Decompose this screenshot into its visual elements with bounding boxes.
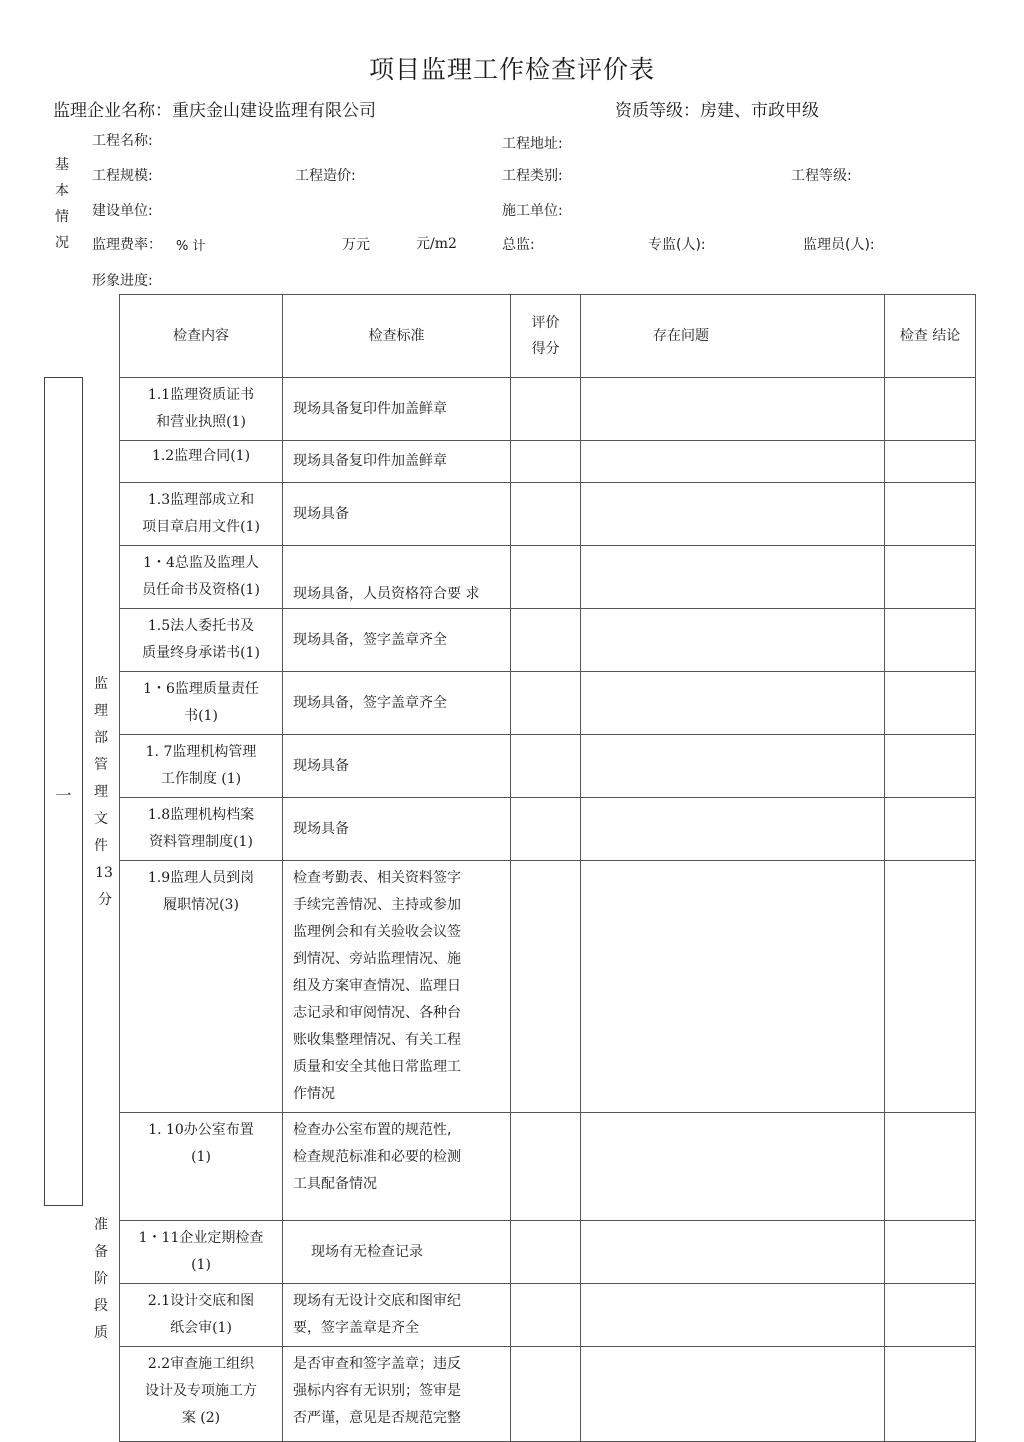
company-name: 监理企业名称：重庆金山建设监理有限公司 bbox=[53, 101, 376, 121]
section-one-vertical-3: 部 bbox=[94, 730, 108, 746]
row-item bbox=[120, 483, 283, 546]
row-item bbox=[120, 735, 283, 798]
table-row bbox=[120, 861, 976, 1113]
table-row bbox=[120, 798, 976, 861]
row-item-line: 1.9监理人员到岗 bbox=[147, 870, 255, 886]
row-score-cell[interactable] bbox=[511, 441, 581, 483]
supervisor-staff-label: 监理员(人): bbox=[803, 237, 875, 253]
row-conclusion-cell[interactable] bbox=[885, 735, 976, 798]
row-issues-cell[interactable] bbox=[581, 441, 885, 483]
row-item-line: 1・6监理质量责任 bbox=[143, 681, 259, 697]
row-issues-cell[interactable] bbox=[581, 861, 885, 1113]
row-issues-cell[interactable] bbox=[581, 609, 885, 672]
construction-unit-label: 建设单位: bbox=[92, 203, 153, 219]
table-row bbox=[120, 1347, 976, 1442]
row-conclusion-cell[interactable] bbox=[885, 483, 976, 546]
project-name-label: 工程名称: bbox=[92, 133, 153, 149]
row-item bbox=[120, 861, 283, 1113]
row-issues-cell[interactable] bbox=[581, 546, 885, 609]
table-row bbox=[120, 672, 976, 735]
row-standard bbox=[283, 546, 511, 609]
row-conclusion-cell[interactable] bbox=[885, 798, 976, 861]
fee-unit-per-m2: 元/m2 bbox=[416, 236, 457, 252]
section-two-vertical-1: 准 bbox=[94, 1217, 108, 1233]
row-standard-line: 强标内容有无识别；签审是 bbox=[293, 1383, 461, 1399]
row-standard bbox=[283, 441, 511, 483]
section-one-vertical-7: 件 bbox=[94, 838, 108, 854]
row-item-line: 质量终身承诺书(1) bbox=[142, 645, 260, 661]
row-issues-cell[interactable] bbox=[581, 1347, 885, 1442]
row-standard-line: 志记录和审阅情况、各种台 bbox=[293, 1005, 461, 1021]
section-two-vertical-2: 备 bbox=[94, 1244, 108, 1260]
section-one-vertical-5: 理 bbox=[94, 784, 108, 800]
project-grade-label: 工程等级: bbox=[791, 168, 852, 184]
row-item bbox=[120, 546, 283, 609]
row-score-cell[interactable] bbox=[511, 1347, 581, 1442]
row-standard-line: 现场有无设计交底和图审纪 bbox=[293, 1293, 461, 1309]
header-check-standard: 检查标准 bbox=[283, 295, 511, 378]
row-standard-line: 检查规范标准和必要的检测 bbox=[293, 1149, 461, 1165]
row-item-line: 和营业执照(1) bbox=[156, 414, 246, 430]
row-score-cell[interactable] bbox=[511, 378, 581, 441]
qualification-grade: 资质等级：房建、市政甲级 bbox=[615, 101, 819, 121]
row-item-line: 1.1监理资质证书 bbox=[147, 387, 255, 403]
row-item-line: (1) bbox=[191, 1257, 211, 1273]
row-standard bbox=[283, 483, 511, 546]
row-standard bbox=[283, 1284, 511, 1347]
header-score-line-2: 得分 bbox=[531, 341, 560, 357]
fee-unit-wan: 万元 bbox=[342, 237, 370, 253]
row-standard-line: 现场具备，签字盖章齐全 bbox=[293, 631, 447, 648]
row-standard-line: 现场具备复印件加盖鲜章 bbox=[293, 400, 447, 417]
row-item-line: 设计及专项施工方 bbox=[145, 1383, 257, 1399]
project-address-label: 工程地址: bbox=[502, 136, 563, 152]
row-conclusion-cell[interactable] bbox=[885, 441, 976, 483]
row-standard-line: 组及方案审查情况、监理日 bbox=[293, 978, 461, 994]
row-conclusion-cell[interactable] bbox=[885, 1347, 976, 1442]
section-one-box bbox=[44, 377, 83, 1206]
row-score-cell[interactable] bbox=[511, 609, 581, 672]
row-item-line: 资料管理制度(1) bbox=[149, 834, 253, 850]
row-standard-line: 质量和安全其他日常监理工 bbox=[293, 1059, 461, 1075]
row-item-line: (1) bbox=[191, 1149, 211, 1165]
table-row bbox=[120, 1221, 976, 1284]
row-item bbox=[120, 378, 283, 441]
row-issues-cell[interactable] bbox=[581, 378, 885, 441]
row-item-line: 1.5法人委托书及 bbox=[147, 618, 255, 634]
basic-info-label-4: 况 bbox=[55, 235, 69, 251]
row-item bbox=[120, 1113, 283, 1221]
table-row bbox=[120, 735, 976, 798]
chief-supervisor-label: 总监: bbox=[502, 237, 535, 253]
row-standard bbox=[283, 672, 511, 735]
table-row bbox=[120, 1113, 976, 1221]
table-header-row bbox=[120, 295, 976, 378]
row-conclusion-cell[interactable] bbox=[885, 861, 976, 1113]
row-item bbox=[120, 1221, 283, 1284]
row-standard-line: 监理例会和有关验收会议签 bbox=[293, 924, 461, 940]
row-standard bbox=[283, 378, 511, 441]
section-one-vertical-9: 分 bbox=[98, 892, 112, 908]
row-item-line: 纸会审(1) bbox=[170, 1320, 232, 1336]
row-item-line: 1.3监理部成立和 bbox=[147, 492, 255, 508]
row-conclusion-cell[interactable] bbox=[885, 378, 976, 441]
row-score-cell[interactable] bbox=[511, 1221, 581, 1284]
section-two-vertical-4: 段 bbox=[94, 1298, 108, 1314]
row-issues-cell[interactable] bbox=[581, 672, 885, 735]
header-score bbox=[511, 295, 581, 378]
progress-label: 形象进度: bbox=[92, 273, 153, 289]
row-standard-line: 到情况、旁站监理情况、施 bbox=[293, 951, 461, 967]
row-standard-line: 工具配备情况 bbox=[293, 1176, 377, 1192]
row-standard-line: 否严谨，意见是否规范完整 bbox=[293, 1410, 461, 1426]
row-conclusion-cell[interactable] bbox=[885, 609, 976, 672]
section-one-label: 一 bbox=[55, 786, 72, 805]
row-item-line: 履职情况(3) bbox=[163, 897, 239, 913]
basic-info-label-1: 基 bbox=[55, 157, 69, 173]
row-score-cell[interactable] bbox=[511, 546, 581, 609]
row-item bbox=[120, 1347, 283, 1442]
row-score-cell[interactable] bbox=[511, 483, 581, 546]
row-item bbox=[120, 609, 283, 672]
table-row bbox=[120, 441, 976, 483]
table-row bbox=[120, 483, 976, 546]
project-type-label: 工程类别: bbox=[502, 168, 563, 184]
row-issues-cell[interactable] bbox=[581, 735, 885, 798]
row-score-cell[interactable] bbox=[511, 1284, 581, 1347]
row-score-cell[interactable] bbox=[511, 1113, 581, 1221]
row-score-cell[interactable] bbox=[511, 861, 581, 1113]
section-two-vertical-5: 质 bbox=[94, 1325, 108, 1341]
evaluation-table bbox=[119, 294, 976, 1442]
row-issues-cell[interactable] bbox=[581, 483, 885, 546]
row-conclusion-cell[interactable] bbox=[885, 546, 976, 609]
row-item bbox=[120, 798, 283, 861]
row-item-line: 1.2监理合同(1) bbox=[151, 448, 251, 464]
row-standard-line: 现场具备 bbox=[293, 505, 349, 522]
row-item bbox=[120, 672, 283, 735]
row-standard bbox=[283, 1113, 511, 1221]
row-standard bbox=[283, 609, 511, 672]
header-issues: 存在问题 bbox=[581, 295, 885, 378]
row-standard-line: 现场具备复印件加盖鲜章 bbox=[293, 453, 447, 469]
basic-info-label-3: 情 bbox=[55, 209, 69, 225]
row-standard bbox=[283, 798, 511, 861]
row-standard-line: 现场有无检查记录 bbox=[311, 1243, 423, 1260]
row-standard-line: 账收集整理情况、有关工程 bbox=[293, 1032, 461, 1048]
row-item-line: 2.2审查施工组织 bbox=[147, 1356, 255, 1372]
row-standard-line: 现场具备，签字盖章齐全 bbox=[293, 694, 447, 711]
row-item-line: 员任命书及资格(1) bbox=[142, 582, 260, 598]
row-standard-line: 现场具备 bbox=[293, 820, 349, 837]
row-item-line: 项目章启用文件(1) bbox=[142, 519, 260, 535]
project-cost-label: 工程造价: bbox=[295, 168, 356, 184]
table-row bbox=[120, 1284, 976, 1347]
row-standard-line: 作情况 bbox=[293, 1086, 335, 1102]
table-row bbox=[120, 378, 976, 441]
row-issues-cell[interactable] bbox=[581, 1113, 885, 1221]
row-item-line: 1・4总监及监理人 bbox=[143, 555, 259, 571]
row-item bbox=[120, 1284, 283, 1347]
row-standard bbox=[283, 1221, 511, 1284]
basic-info-label-2: 本 bbox=[55, 183, 69, 199]
row-item-line: 1. 10办公室布置 bbox=[148, 1122, 254, 1138]
row-conclusion-cell[interactable] bbox=[885, 1113, 976, 1221]
row-item-line: 1・11企业定期检查 bbox=[138, 1230, 264, 1246]
row-item-line: 1. 7监理机构管理 bbox=[145, 744, 257, 760]
fee-unit-percent: % 计 bbox=[176, 239, 206, 254]
row-score-cell[interactable] bbox=[511, 672, 581, 735]
row-item-line: 工作制度 (1) bbox=[160, 771, 242, 787]
row-item bbox=[120, 441, 283, 483]
table-row bbox=[120, 546, 976, 609]
row-standard bbox=[283, 735, 511, 798]
table-row bbox=[120, 609, 976, 672]
row-standard-line: 要，签字盖章是齐全 bbox=[293, 1320, 419, 1336]
header-score-line-1: 评价 bbox=[531, 315, 560, 331]
row-standard bbox=[283, 1347, 511, 1442]
row-standard-line: 现场具备 bbox=[293, 757, 349, 774]
row-item-line: 书(1) bbox=[184, 708, 218, 724]
row-standard bbox=[283, 861, 511, 1113]
row-item-line: 2.1设计交底和图 bbox=[147, 1293, 255, 1309]
row-conclusion-cell[interactable] bbox=[885, 1284, 976, 1347]
row-standard-line: 检查考勤表、相关资料签字 bbox=[293, 870, 461, 886]
row-issues-cell[interactable] bbox=[581, 798, 885, 861]
section-one-vertical-2: 理 bbox=[94, 703, 108, 719]
contractor-unit-label: 施工单位: bbox=[502, 203, 563, 219]
row-score-cell[interactable] bbox=[511, 735, 581, 798]
row-score-cell[interactable] bbox=[511, 798, 581, 861]
row-standard-line: 检查办公室布置的规范性, bbox=[293, 1122, 452, 1138]
section-one-vertical-1: 监 bbox=[94, 676, 108, 692]
section-one-vertical-6: 文 bbox=[94, 811, 108, 827]
row-standard-line: 现场具备，人员资格符合要 求 bbox=[293, 586, 480, 602]
row-issues-cell[interactable] bbox=[581, 1284, 885, 1347]
page-title: 项目监理工作检查评价表 bbox=[368, 55, 655, 84]
project-scale-label: 工程规模: bbox=[92, 168, 153, 184]
row-conclusion-cell[interactable] bbox=[885, 1221, 976, 1284]
row-issues-cell[interactable] bbox=[581, 1221, 885, 1284]
section-two-vertical-3: 阶 bbox=[94, 1271, 108, 1287]
header-conclusion: 检查 结论 bbox=[885, 295, 976, 378]
specialist-label: 专监(人): bbox=[648, 237, 706, 253]
section-one-vertical-4: 管 bbox=[94, 757, 108, 773]
row-standard-line: 是否审查和签字盖章；违反 bbox=[293, 1356, 461, 1372]
fee-rate-label: 监理费率： bbox=[92, 237, 162, 253]
row-item-line: 1.8监理机构档案 bbox=[147, 807, 255, 823]
header-check-content: 检查内容 bbox=[120, 295, 283, 378]
row-standard-line: 手续完善情况、主持或参加 bbox=[293, 897, 461, 913]
row-conclusion-cell[interactable] bbox=[885, 672, 976, 735]
row-item-line: 案 (2) bbox=[181, 1410, 221, 1426]
section-one-vertical-8: 13 bbox=[95, 865, 113, 881]
